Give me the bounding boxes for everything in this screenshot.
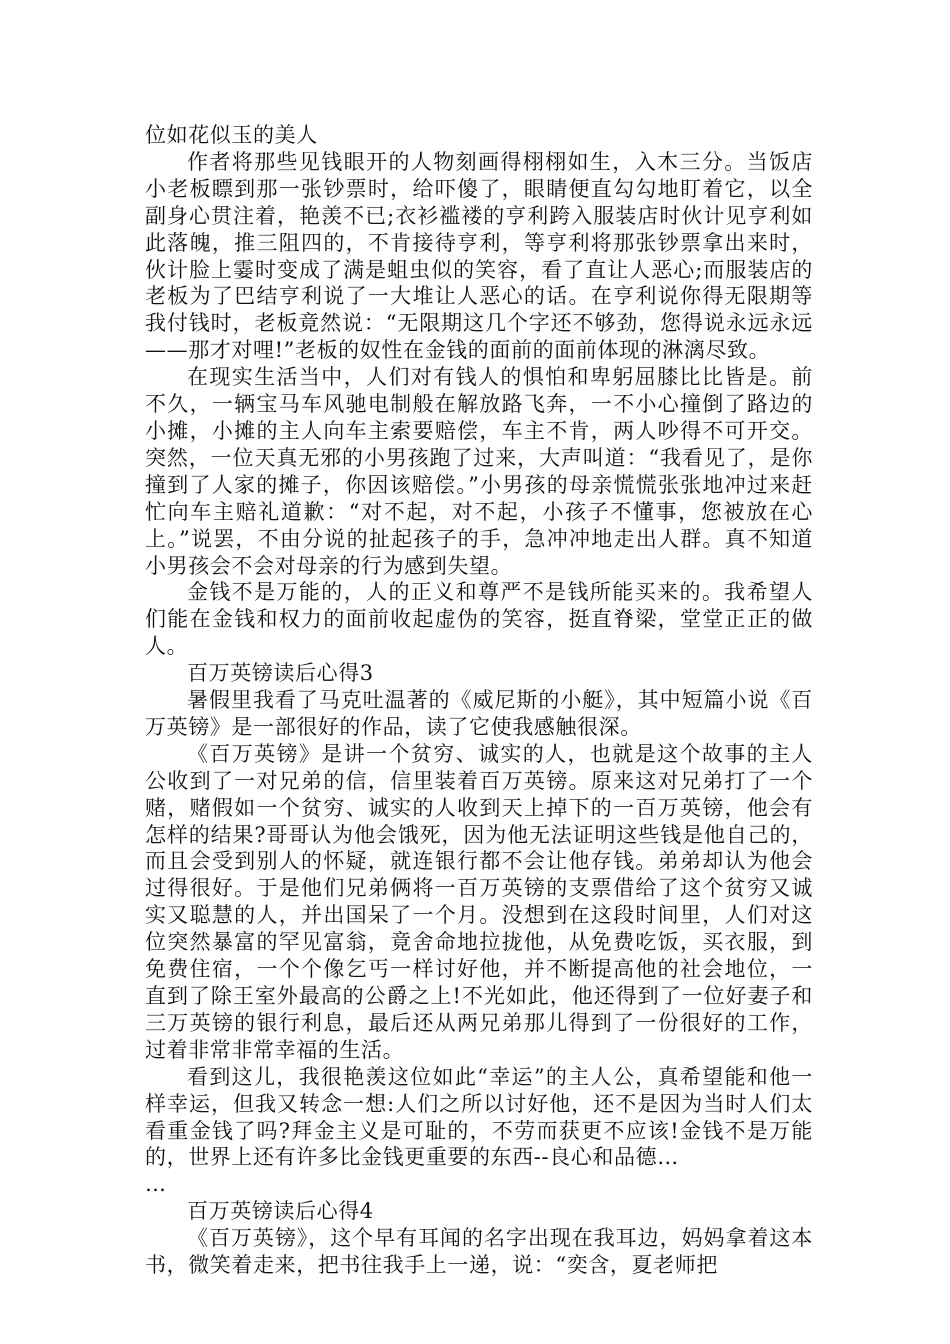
paragraph-summer-reading: 暑假里我看了马克吐温著的《威尼斯的小艇》，其中短篇小说《百万英镑》是一部很好的作品，读了它使我感触很深。 bbox=[145, 688, 813, 739]
opening-fragment: 位如花似玉的美人 bbox=[145, 123, 318, 147]
trailing-ellipsis: … bbox=[145, 1172, 167, 1197]
paragraph-book-intro: 《百万英镑》，这个早有耳闻的名字出现在我耳边，妈妈拿着这本书，微笑着走来，把书往我手上一递，说：“奕含，夏老师把 bbox=[145, 1226, 813, 1278]
paragraph-money-characters: 作者将那些见钱眼开的人物刻画得栩栩如生，入木三分。当饭店小老板瞟到那一张钞票时，给吓傻了，眼睛便直勾勾地盯着它，以全副身心贯注着，艳羡不已;衣衫褴褛的亨利跨入服装店时伙计见亨利如此落魄，推三阻四的，不肯接待亨利，等亨利将那张钞票拿出来时，伙计脸上霎时变成了满是蛆虫似的笑容，看了直让人恶心;而服装店的老板为了巴结亨利说了一大堆让人恶心的话。在亨利说你得无限期等我付钱时，老板竟然说：“无限期这几个字还不够劲，您得说永远永远——那才对哩!”老板的奴性在金钱的面前的面前体现的淋漓尽致。 bbox=[145, 149, 813, 363]
document-page bbox=[145, 122, 813, 1279]
paragraph-story-summary: 《百万英镑》是讲一个贫穷、诚实的人，也就是这个故事的主人公收到了一对兄弟的信，信里装着百万英镑。原来这对兄弟打了一个赌，赌假如一个贫穷、诚实的人收到天上掉下的一百万英镑，他会有怎样的结果?哥哥认为他会饿死，因为他无法证明这些钱是他自己的，而且会受到别人的怀疑，就连银行都不会让他存钱。弟弟却认为他会过得很好。于是他们兄弟俩将一百万英镑的支票借给了这个贫穷又诚实又聪慧的人，并出国呆了一个月。没想到在这段时间里，人们对这位突然暴富的罕见富翁，竟舍命地拉拢他，从免费吃饭，买衣服，到免费住宿，一个个像乞丐一样讨好他，并不断提高他的社会地位，一直到了除王室外最高的公爵之上!不光如此，他还得到了一位好妻子和三万英镑的银行利息，最后还从两兄弟那儿得到了一份很好的工作，过着非常非常幸福的生活。 bbox=[145, 741, 813, 1062]
section-heading-4: 百万英镑读后心得4 bbox=[187, 1199, 374, 1224]
paragraph-reflection: 看到这儿，我很艳羡这位如此“幸运”的主人公，真希望能和他一样幸运，但我又转念一想:人们之所以讨好他，还不是因为当时人们太看重金钱了吗?拜金主义是可耻的，不劳而获更不应该!金钱不是万能的，世界上还有许多比金钱更重要的东西--良心和品德… bbox=[145, 1064, 813, 1170]
paragraph-conclusion: 金钱不是万能的，人的正义和尊严不是钱所能买来的。我希望人们能在金钱和权力的面前收起虚伪的笑容，挺直脊梁，堂堂正正的做人。 bbox=[145, 580, 813, 659]
section-heading-3: 百万英镑读后心得3 bbox=[187, 661, 374, 686]
paragraph-real-life: 在现实生活当中，人们对有钱人的惧怕和卑躬屈膝比比皆是。前不久，一辆宝马车风驰电制般在解放路飞奔，一不小心撞倒了路边的小摊，小摊的主人向车主索要赔偿，车主不肯，两人吵得不可开交。突然，一位天真无邪的小男孩跑了过来，大声叫道：“我看见了，是你撞到了人家的摊子，你因该赔偿。”小男孩的母亲慌慌张张地冲过来赶忙向车主赔礼道歉：“对不起，对不起，小孩子不懂事，您被放在心上。”说罢，不由分说的扯起孩子的手，急冲冲地走出人群。真不知道小男孩会不会对母亲的行为感到失望。 bbox=[145, 365, 813, 578]
